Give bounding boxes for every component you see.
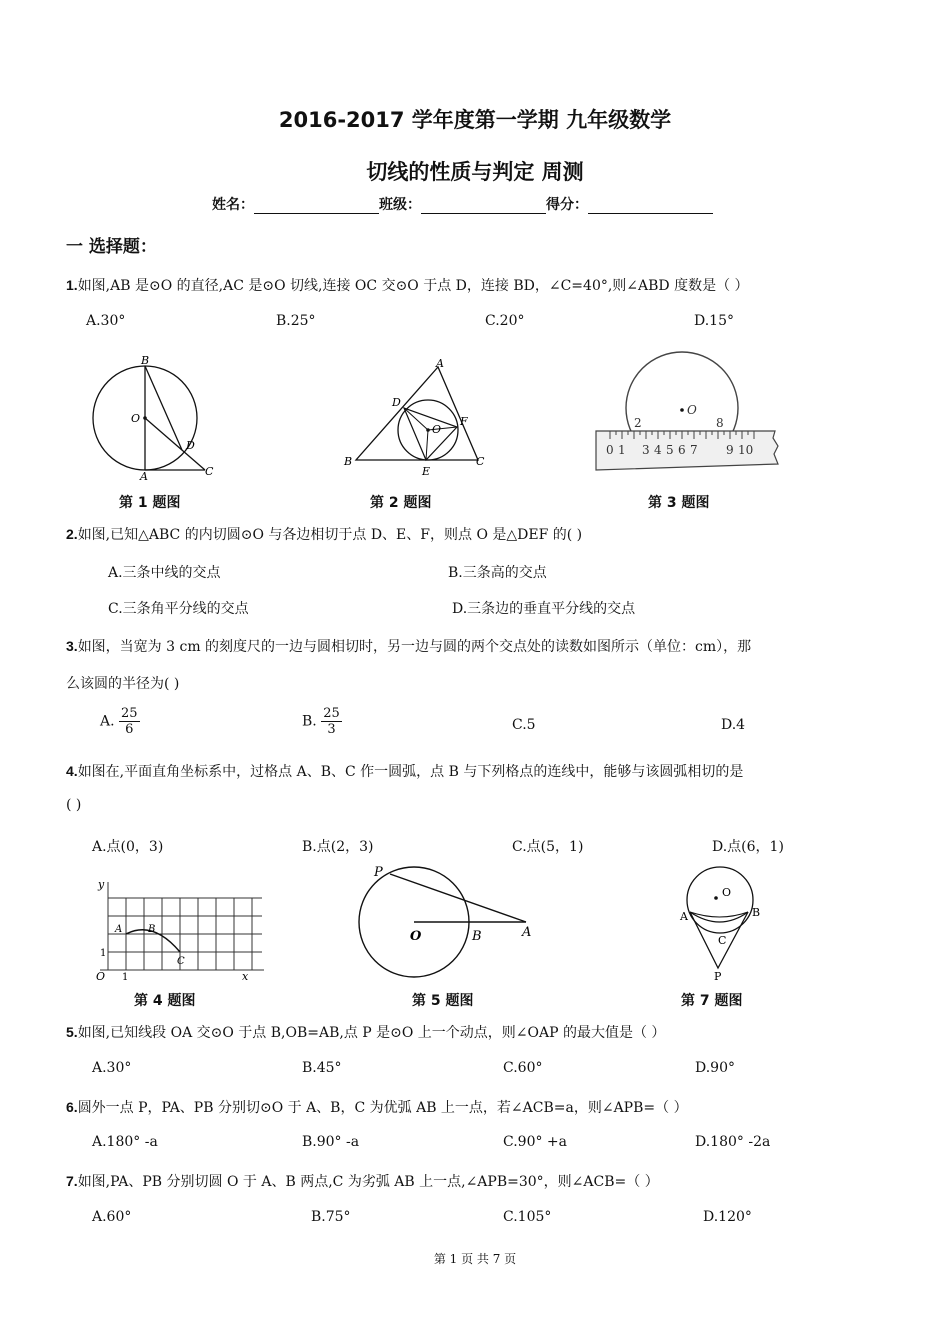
figure-5-caption: 第 5 题图 bbox=[412, 993, 474, 1009]
question-3: 3.如图，当宽为 3 cm 的刻度尺的一边与圆相切时，另一边与圆的两个交点处的读数如图所示（单位：cm），那 bbox=[66, 638, 752, 655]
q5-option-b[interactable]: B.45° bbox=[302, 1060, 342, 1076]
fig7-label-a: A bbox=[680, 910, 688, 923]
q2-option-d[interactable]: D.三条边的垂直平分线的交点 bbox=[452, 601, 636, 617]
section-title: 一 选择题： bbox=[66, 237, 157, 257]
q6-option-b[interactable]: B.90° -a bbox=[302, 1134, 360, 1150]
class-label: 班级： bbox=[379, 197, 421, 213]
question-4: 4.如图在,平面直角坐标系中，过格点 A、B、C 作一圆弧，点 B 与下列格点的连线中，能够与该圆弧相切的是 bbox=[66, 763, 744, 780]
question-4-continued: ( ) bbox=[66, 797, 82, 813]
figure-1 bbox=[85, 350, 225, 482]
fig3-label-4: 4 bbox=[654, 443, 662, 457]
q7-option-a[interactable]: A.60° bbox=[92, 1209, 132, 1225]
q1-option-a[interactable]: A.30° bbox=[86, 313, 126, 329]
fig3-label-5: 5 bbox=[666, 443, 674, 457]
question-6: 6.圆外一点 P，PA、PB 分别切⊙O 于 A、B，C 为优弧 AB 上一点，若∠ACB=a，则∠APB=（ ） bbox=[66, 1099, 688, 1116]
fig3-label-7: 7 bbox=[690, 443, 698, 457]
figure-4 bbox=[88, 876, 268, 986]
q1-option-c[interactable]: C.20° bbox=[485, 313, 525, 329]
fig3-label-8: 8 bbox=[716, 416, 724, 430]
fig7-label-p: P bbox=[714, 970, 722, 983]
page-footer: 第 1 页 共 7 页 bbox=[433, 1252, 517, 1266]
score-label: 得分： bbox=[546, 197, 588, 213]
fig2-label-o: O bbox=[432, 423, 442, 436]
fig2-label-b: B bbox=[344, 455, 353, 468]
q6-option-a[interactable]: A.180° -a bbox=[92, 1134, 158, 1150]
q7-option-d[interactable]: D.120° bbox=[703, 1209, 752, 1225]
fig1-label-o: O bbox=[131, 412, 141, 425]
fig4-label-y: y bbox=[98, 878, 105, 891]
fig3-label-0: 0 bbox=[606, 443, 614, 457]
q6-option-c[interactable]: C.90° +a bbox=[503, 1134, 568, 1150]
q2-option-c[interactable]: C.三条角平分线的交点 bbox=[108, 601, 249, 617]
q2-option-b[interactable]: B.三条高的交点 bbox=[448, 565, 547, 581]
fig7-label-b: B bbox=[752, 906, 761, 919]
fig2-label-d: D bbox=[392, 396, 401, 409]
question-7: 7.如图,PA、PB 分别切圆 O 于 A、B 两点,C 为劣弧 AB 上一点,∠APB=30°，则∠ACB=（ ） bbox=[66, 1173, 659, 1190]
q1-option-b[interactable]: B.25° bbox=[276, 313, 316, 329]
fig1-label-b: B bbox=[141, 354, 150, 367]
fig3-label-2: 2 bbox=[634, 416, 642, 430]
q4-option-c[interactable]: C.点(5，1) bbox=[512, 839, 584, 855]
q7-option-c[interactable]: C.105° bbox=[503, 1209, 552, 1225]
figure-7-caption: 第 7 题图 bbox=[681, 993, 743, 1009]
question-1: 1.如图,AB 是⊙O 的直径,AC 是⊙O 切线,连接 OC 交⊙O 于点 D，连接 BD，∠C=40°,则∠ABD 度数是（ ） bbox=[66, 277, 749, 294]
q3-option-d[interactable]: D.4 bbox=[721, 717, 746, 733]
q7-option-b[interactable]: B.75° bbox=[311, 1209, 351, 1225]
page-subtitle: 切线的性质与判定 周测 bbox=[366, 160, 584, 184]
q4-option-d[interactable]: D.点(6，1) bbox=[712, 839, 784, 855]
fig7-label-c: C bbox=[718, 934, 727, 947]
fig3-label-9: 9 bbox=[726, 443, 734, 457]
q5-option-d[interactable]: D.90° bbox=[695, 1060, 735, 1076]
q1-option-d[interactable]: D.15° bbox=[694, 313, 734, 329]
q4-option-b[interactable]: B.点(2，3) bbox=[302, 839, 374, 855]
fig3-label-6: 6 bbox=[678, 443, 686, 457]
student-info-row bbox=[212, 194, 713, 214]
question-2: 2.如图,已知△ABC 的内切圆⊙O 与各边相切于点 D、E、F，则点 O 是△DEF 的( ) bbox=[66, 526, 583, 543]
fig2-label-f: F bbox=[460, 415, 468, 428]
q6-option-d[interactable]: D.180° -2a bbox=[695, 1134, 771, 1150]
q5-option-c[interactable]: C.60° bbox=[503, 1060, 543, 1076]
fig2-label-e: E bbox=[422, 465, 431, 478]
figure-2 bbox=[340, 355, 490, 480]
figure-2-caption: 第 2 题图 bbox=[370, 495, 432, 511]
fig5-label-b: B bbox=[472, 929, 482, 944]
fig1-label-c: C bbox=[205, 465, 214, 478]
figure-3 bbox=[590, 346, 790, 478]
fig2-label-c: C bbox=[476, 455, 485, 468]
name-field[interactable] bbox=[254, 199, 379, 214]
q3-option-c[interactable]: C.5 bbox=[512, 717, 536, 733]
fig5-label-o: O bbox=[410, 929, 422, 944]
q4-option-a[interactable]: A.点(0，3) bbox=[92, 839, 164, 855]
q2-option-a[interactable]: A.三条中线的交点 bbox=[108, 565, 221, 581]
class-field[interactable] bbox=[421, 199, 546, 214]
fig4-label-a: A bbox=[115, 924, 123, 935]
question-3-continued: 么该圆的半径为( ) bbox=[66, 676, 180, 692]
name-label: 姓名： bbox=[212, 197, 254, 213]
fig3-label-o: O bbox=[687, 403, 697, 417]
fig3-label-3: 3 bbox=[642, 443, 650, 457]
q3-option-b[interactable]: B. $\frac{25}{3}$ bbox=[302, 706, 340, 737]
fig3-label-10: 10 bbox=[738, 443, 754, 457]
fig4-label-x: x bbox=[242, 970, 249, 983]
fig4-label-1y: 1 bbox=[100, 948, 107, 959]
q3-option-a[interactable]: A. $\frac{25}{6}$ bbox=[100, 706, 138, 737]
fig4-label-b: B bbox=[148, 924, 156, 935]
fig4-label-1x: 1 bbox=[122, 972, 129, 983]
figure-1-caption: 第 1 题图 bbox=[119, 495, 181, 511]
fig4-label-o: O bbox=[96, 970, 106, 983]
fig1-label-d: D bbox=[186, 439, 195, 452]
figure-7 bbox=[672, 862, 772, 984]
fig5-label-p: P bbox=[374, 865, 383, 880]
fig3-label-1: 1 bbox=[618, 443, 626, 457]
figure-5 bbox=[358, 862, 548, 987]
figure-3-caption: 第 3 题图 bbox=[648, 495, 710, 511]
fig2-label-a: A bbox=[436, 357, 444, 370]
question-5: 5.如图,已知线段 OA 交⊙O 于点 B,OB=AB,点 P 是⊙O 上一个动点，则∠OAP 的最大值是（ ） bbox=[66, 1024, 666, 1041]
fig7-label-o: O bbox=[722, 886, 732, 899]
q5-option-a[interactable]: A.30° bbox=[92, 1060, 132, 1076]
page-title: 2016-2017 学年度第一学期 九年级数学 bbox=[278, 108, 672, 132]
fig4-label-c: C bbox=[177, 956, 185, 967]
figure-4-caption: 第 4 题图 bbox=[134, 993, 196, 1009]
score-field[interactable] bbox=[588, 199, 713, 214]
fig5-label-a: A bbox=[522, 925, 532, 940]
fig1-label-a: A bbox=[140, 470, 148, 482]
